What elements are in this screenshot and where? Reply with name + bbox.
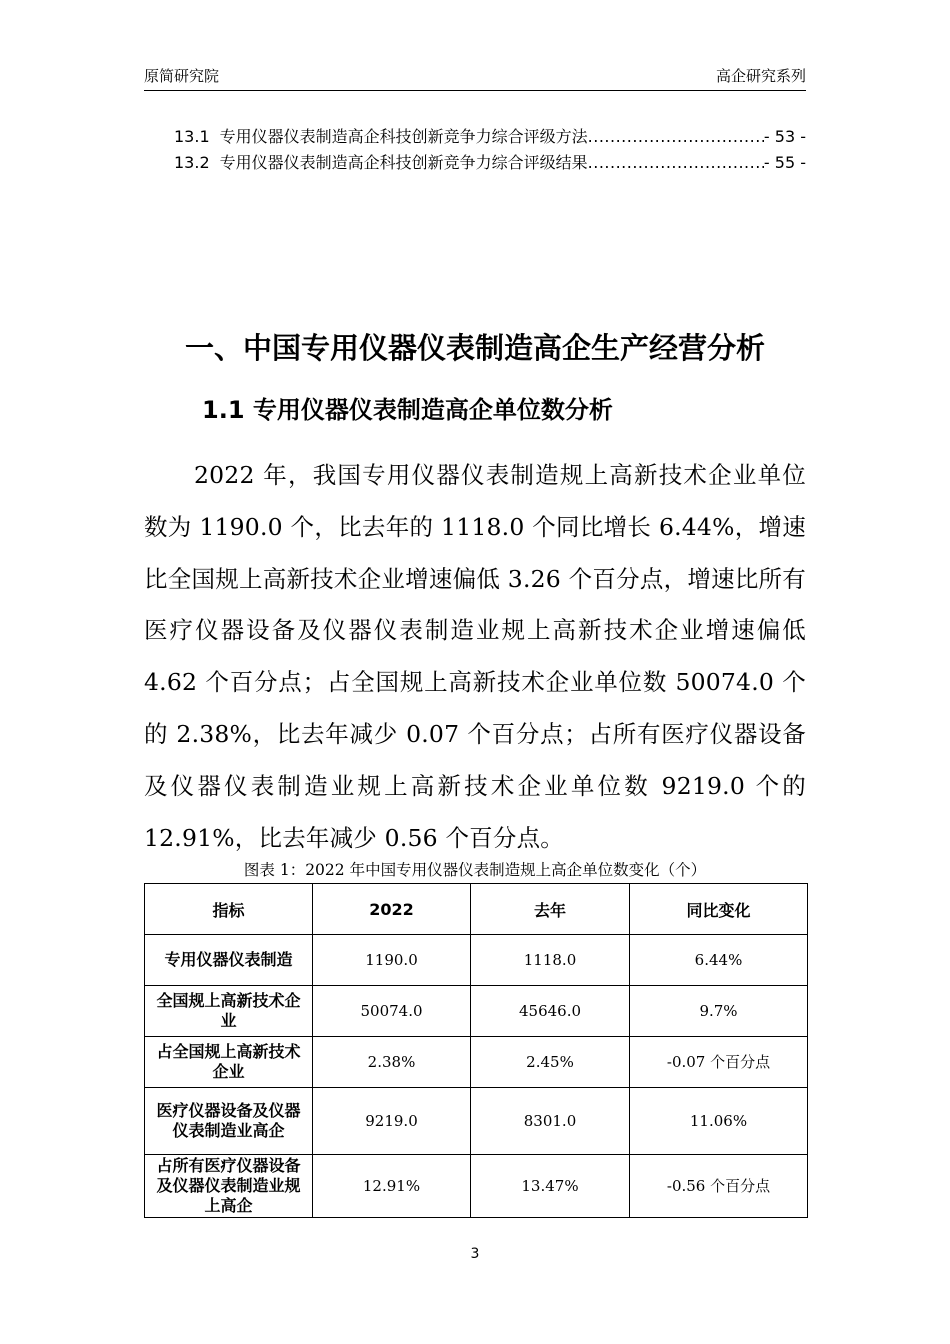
row-label: 专用仪器仪表制造	[145, 935, 313, 986]
column-header: 2022	[313, 884, 471, 935]
data-table	[144, 883, 808, 1218]
toc-entry-page: - 55 -	[763, 153, 806, 172]
toc-entry[interactable]	[174, 124, 806, 150]
toc-entry-title: 专用仪器仪表制造高企科技创新竞争力综合评级结果	[219, 153, 588, 172]
section-heading: 1.1 专用仪器仪表制造高企单位数分析	[202, 396, 613, 424]
toc-leader-dots	[588, 150, 764, 176]
table-caption: 图表 1：2022 年中国专用仪器仪表制造规上高企单位数变化（个）	[243, 861, 707, 879]
table-row	[145, 1088, 808, 1155]
table-row	[145, 986, 808, 1037]
table-cell: 13.47%	[471, 1155, 630, 1218]
table-cell: 45646.0	[471, 986, 630, 1037]
table-cell: 50074.0	[313, 986, 471, 1037]
table-cell: 6.44%	[630, 935, 808, 986]
row-label: 医疗仪器设备及仪器仪表制造业高企	[145, 1088, 313, 1155]
row-label: 占全国规上高新技术企业	[145, 1037, 313, 1088]
column-header: 同比变化	[630, 884, 808, 935]
page-number: 3	[470, 1246, 480, 1262]
table-cell: 1190.0	[313, 935, 471, 986]
table-row	[145, 935, 808, 986]
table-cell: 8301.0	[471, 1088, 630, 1155]
table-cell: 9219.0	[313, 1088, 471, 1155]
table-header-row	[145, 884, 808, 935]
toc-entry-title: 专用仪器仪表制造高企科技创新竞争力综合评级方法	[219, 127, 588, 146]
body-paragraph: 2022 年，我国专用仪器仪表制造规上高新技术企业单位数为 1190.0 个，比去年的 1118.0 个同比增长 6.44%，增速比全国规上高新技术企业增速偏低 3.26 个百分点，增速比所有医疗仪器设备及仪器仪表制造业规上高新技术企业增速偏低 4.62 个百分点；占全国规上高新技术企业单位数 50074.0 个的 2.38%，比去年减少 0.07 个百分点；占所有医疗仪器设备及仪器仪表制造业规上高新技术企业单位数 9219.0 个的 12.91%，比去年减少 0.56 个百分点。	[144, 461, 806, 852]
column-header: 去年	[471, 884, 630, 935]
table-row	[145, 1155, 808, 1218]
column-header: 指标	[145, 884, 313, 935]
toc-entry-number: 13.1	[174, 127, 210, 146]
table-cell: 2.38%	[313, 1037, 471, 1088]
table-cell: 11.06%	[630, 1088, 808, 1155]
toc-leader-dots	[588, 124, 764, 150]
table-of-contents	[174, 124, 806, 176]
header-divider	[144, 90, 806, 91]
table-cell: 2.45%	[471, 1037, 630, 1088]
table-cell: -0.07 个百分点	[630, 1037, 808, 1088]
table-cell: 1118.0	[471, 935, 630, 986]
table-cell: 9.7%	[630, 986, 808, 1037]
toc-entry-number: 13.2	[174, 153, 210, 172]
header-right-series: 高企研究系列	[715, 67, 806, 85]
table-cell: 12.91%	[313, 1155, 471, 1218]
table-row	[145, 1037, 808, 1088]
toc-entry[interactable]	[174, 150, 806, 176]
chapter-heading: 一、中国专用仪器仪表制造高企生产经营分析	[184, 331, 765, 365]
table-cell: -0.56 个百分点	[630, 1155, 808, 1218]
row-label: 全国规上高新技术企业	[145, 986, 313, 1037]
row-label: 占所有医疗仪器设备及仪器仪表制造业规上高企	[145, 1155, 313, 1218]
header-left-org: 原简研究院	[144, 67, 220, 85]
toc-entry-page: - 53 -	[763, 127, 806, 146]
